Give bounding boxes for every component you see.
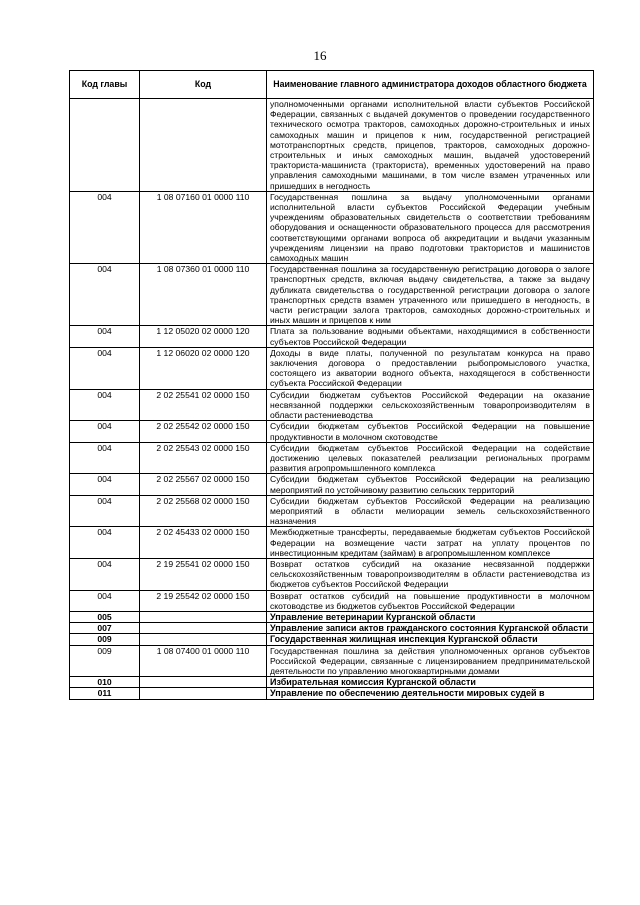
administrator-name-cell: Доходы в виде платы, полученной по результатам конкурса на право заключения договора о предоставлении рыбопромыслового участка, состоящего из акватории водного объекта, находящегося в собственности субъекта Российской Федерации xyxy=(267,347,594,389)
administrator-name-cell: Субсидии бюджетам субъектов Российской Федерации на реализацию мероприятий в области мелиорации земель сельскохозяйственного назначения xyxy=(267,495,594,527)
administrator-name-cell: Управление ветеринарии Курганской области xyxy=(267,611,594,622)
revenue-code-cell: 2 19 25541 02 0000 150 xyxy=(140,558,267,590)
table-row xyxy=(70,527,594,559)
table-row xyxy=(70,590,594,611)
header-code: Код xyxy=(140,71,267,99)
administrator-name-cell: Возврат остатков субсидий на повышение продуктивности в молочном скотоводстве из бюджетов субъектов Российской Федерации xyxy=(267,590,594,611)
chapter-code-cell: 004 xyxy=(70,495,140,527)
administrator-name-cell: Плата за пользование водными объектами, находящимися в собственности субъектов Российской Федерации xyxy=(267,326,594,347)
revenue-code-cell: 2 02 25541 02 0000 150 xyxy=(140,389,267,421)
table-row xyxy=(70,558,594,590)
table-row xyxy=(70,421,594,442)
revenue-administrators-table xyxy=(69,70,594,700)
revenue-code-cell: 2 02 25568 02 0000 150 xyxy=(140,495,267,527)
revenue-code-cell xyxy=(140,688,267,699)
revenue-code-cell: 2 02 25567 02 0000 150 xyxy=(140,474,267,495)
administrator-name-cell: Государственная пошлина за выдачу уполномоченными органами исполнительной власти субъектов Российской Федерации учебным учреждениям образовательных свидетельств о соответствии требованиям оборудования и оснащенности образовательного процесса для рассмотрения соответствующими органами вопроса об аккредитации и выдачи указанным учреждениям лицензии на право подготовки трактористов и машинистов самоходных машин xyxy=(267,191,594,263)
header-administrator-name: Наименование главного администратора доходов областного бюджета xyxy=(267,71,594,99)
administrator-name-cell: Субсидии бюджетам субъектов Российской Федерации на содействие достижению целевых показателей реализации региональных программ развития агропромышленного комплекса xyxy=(267,442,594,474)
chapter-code-cell: 009 xyxy=(70,645,140,677)
chapter-code-cell: 011 xyxy=(70,688,140,699)
chapter-code-cell: 004 xyxy=(70,527,140,559)
table-row xyxy=(70,634,594,645)
administrator-name-cell: Государственная пошлина за действия уполномоченных органов субъектов Российской Федерации, связанные с лицензированием предпринимательской деятельности по управлению многоквартирными домами xyxy=(267,645,594,677)
chapter-code-cell: 005 xyxy=(70,611,140,622)
administrator-name-cell: Возврат остатков субсидий на оказание несвязанной поддержки сельскохозяйственным товаропроизводителям в области растениеводства из бюджетов субъектов Российской Федерации xyxy=(267,558,594,590)
page-number: 16 xyxy=(313,48,327,63)
header-chapter-code: Код главы xyxy=(70,71,140,99)
chapter-code-cell: 007 xyxy=(70,623,140,634)
revenue-code-cell: 1 12 05020 02 0000 120 xyxy=(140,326,267,347)
administrator-name-cell: Управление по обеспечению деятельности мировых судей в xyxy=(267,688,594,699)
administrator-name-cell: Межбюджетные трансферты, передаваемые бюджетам субъектов Российской Федерации на возмещение части затрат на уплату процентов по инвестиционным кредитам (займам) в агропромышленном комплексе xyxy=(267,527,594,559)
table-row xyxy=(70,264,594,326)
chapter-code-cell: 004 xyxy=(70,347,140,389)
chapter-code-cell: 004 xyxy=(70,326,140,347)
table-row xyxy=(70,495,594,527)
administrator-name-cell: Субсидии бюджетам субъектов Российской Федерации на оказание несвязанной поддержки сельскохозяйственным товаропроизводителям в области растениеводства xyxy=(267,389,594,421)
table-row xyxy=(70,442,594,474)
revenue-code-cell: 2 02 25542 02 0000 150 xyxy=(140,421,267,442)
table-header-row xyxy=(70,71,594,99)
chapter-code-cell: 004 xyxy=(70,558,140,590)
table-row xyxy=(70,389,594,421)
table-row xyxy=(70,645,594,677)
revenue-code-cell: 1 08 07160 01 0000 110 xyxy=(140,191,267,263)
chapter-code-cell: 004 xyxy=(70,191,140,263)
table-row xyxy=(70,347,594,389)
table-row xyxy=(70,677,594,688)
administrator-name-cell: уполномоченными органами исполнительной власти субъектов Российской Федерации, связанных с выдачей документов о проведении государственного технического осмотра тракторов, самоходных дорожно-строительных и иных самоходных машин и прицепов к ним, государственной регистрацией мототранспортных средств, прицепов, тракторов, самоходных дорожно-строительных и иных самоходных машин, выдачей удостоверений тракториста-машиниста (тракториста), временных удостоверений на право управления самоходными машинами, в том числе взамен утраченных или пришедших в негодность xyxy=(267,99,594,192)
chapter-code-cell: 004 xyxy=(70,474,140,495)
revenue-code-cell: 2 19 25542 02 0000 150 xyxy=(140,590,267,611)
revenue-code-cell xyxy=(140,634,267,645)
table-row xyxy=(70,326,594,347)
chapter-code-cell: 009 xyxy=(70,634,140,645)
revenue-code-cell xyxy=(140,611,267,622)
chapter-code-cell: 004 xyxy=(70,264,140,326)
revenue-code-cell: 2 02 45433 02 0000 150 xyxy=(140,527,267,559)
chapter-code-cell: 004 xyxy=(70,442,140,474)
chapter-code-cell: 010 xyxy=(70,677,140,688)
revenue-code-cell: 1 08 07400 01 0000 110 xyxy=(140,645,267,677)
administrator-name-cell: Государственная жилищная инспекция Курганской области xyxy=(267,634,594,645)
administrator-name-cell: Управление записи актов гражданского состояния Курганской области xyxy=(267,623,594,634)
revenue-code-cell: 2 02 25543 02 0000 150 xyxy=(140,442,267,474)
chapter-code-cell xyxy=(70,99,140,192)
table-row xyxy=(70,688,594,699)
revenue-code-cell xyxy=(140,677,267,688)
table-row xyxy=(70,611,594,622)
administrator-name-cell: Государственная пошлина за государственную регистрацию договора о залоге транспортных средств, включая выдачу свидетельства, а также за выдачу дубликата свидетельства о государственной регистрации договора о залоге транспортных средств взамен утраченного или пришедшего в негодность, в части регистрации залога тракторов, самоходных дорожно-строительных и иных машин и прицепов к ним xyxy=(267,264,594,326)
table-body xyxy=(70,99,594,700)
table-row xyxy=(70,474,594,495)
table-row xyxy=(70,623,594,634)
administrator-name-cell: Субсидии бюджетам субъектов Российской Федерации на повышение продуктивности в молочном скотоводстве xyxy=(267,421,594,442)
revenue-code-cell xyxy=(140,623,267,634)
chapter-code-cell: 004 xyxy=(70,590,140,611)
administrator-name-cell: Избирательная комиссия Курганской области xyxy=(267,677,594,688)
administrator-name-cell: Субсидии бюджетам субъектов Российской Федерации на реализацию мероприятий по устойчивому развитию сельских территорий xyxy=(267,474,594,495)
chapter-code-cell: 004 xyxy=(70,421,140,442)
chapter-code-cell: 004 xyxy=(70,389,140,421)
revenue-code-cell: 1 12 06020 02 0000 120 xyxy=(140,347,267,389)
table-row xyxy=(70,191,594,263)
revenue-code-cell: 1 08 07360 01 0000 110 xyxy=(140,264,267,326)
table-row xyxy=(70,99,594,192)
revenue-code-cell xyxy=(140,99,267,192)
